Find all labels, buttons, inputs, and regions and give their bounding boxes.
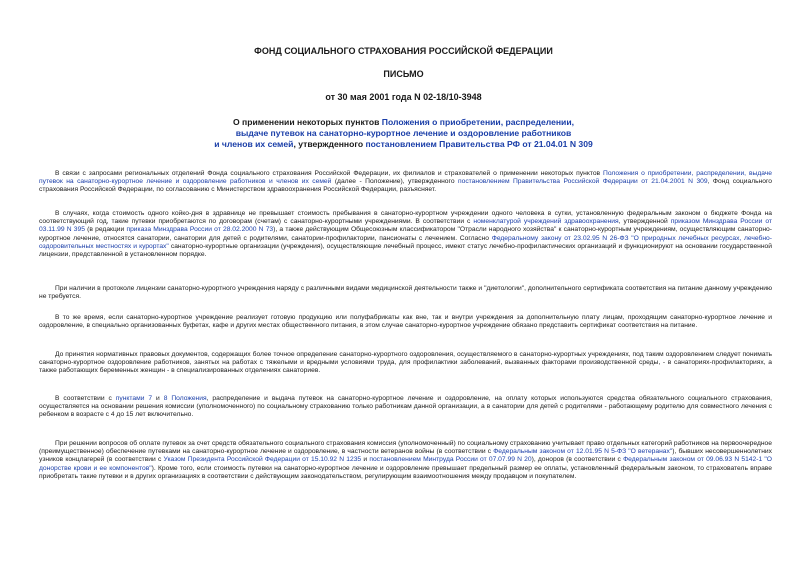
paragraph-3: При наличии в протоколе лицензии санаторно-курортного учреждения наряду с различными видами медицинской деятельности также и "диетологии", дополнительного сертификата соответствия на питание данному учреждению не требуется.: [39, 285, 772, 301]
document-title: [100, 117, 707, 150]
title-text: О применении некоторых пунктов: [232, 117, 382, 127]
document-type: ПИСЬМО: [383, 69, 424, 79]
title-link-regulation-end[interactable]: и членов их семей: [214, 139, 294, 149]
p7-text-5: ). Кроме того, если стоимость путевки на санаторно-курортное лечение и оздоровление превышает предельный размер ее оплаты, установленный федеральным законом, то страхователь вправе приобретать такие путевки и в других организациях в соответствии с действующим законодательством, регулирующим взаимоотношения между продавцом и покупателем.: [39, 464, 773, 480]
p1-text: В связи с запросами региональных отделений Фонда социального страхования Российской Федерации, их филиалов и страхователей о применении некоторых пунктов: [55, 170, 604, 177]
p7-text-3: и: [361, 456, 370, 464]
p6-text: В соответствии с: [55, 395, 116, 402]
p2-text: В случаях, когда стоимость одного койко-дня в здравнице не превышает стоимость пребывания в санаторно-курортном учреждении одного человека в сутки, установленную федеральным законом о бюджете Фонда на соответствующий год, такие путевки приобретаются по договорам (счетам) с санаторно-курортными учреждениями. В соответствии с: [39, 210, 772, 226]
p2-text-2: , утвержденной: [618, 218, 671, 226]
p6-link-point-8[interactable]: 8 Положения: [163, 395, 207, 402]
title-link-regulation-cont[interactable]: выдаче путевок на санаторно-курортное лечение и оздоровление работников: [235, 128, 572, 138]
title-link-regulation[interactable]: Положения о приобретении, распределении,: [381, 117, 575, 127]
paragraph-4: В то же время, если санаторно-курортное учреждение реализует готовую продукцию или полуфабрикаты как вне, так и внутри учреждения за дополнительную плату лицам, проходящим санаторно-курортное лечение и оздоровление, в специально организованных буфетах, кафе и других местах общественного питания, в этом случае санаторно-курортное учреждение обязано представить сертификат соответствия на питание.: [39, 314, 772, 330]
p2-text-3: (в редакции: [84, 226, 127, 234]
document-date-number: от 30 мая 2001 года N 02-18/10-3948: [325, 92, 482, 102]
p2-link-nomenclature[interactable]: номенклатурой учреждений здравоохранения: [473, 218, 619, 226]
p7-text-2: ), бывших несовершеннолетних узников концлагерей (в соответствии с: [39, 448, 772, 464]
p2-link-order-395[interactable]: приказом Минздрава России от 03.11.99 N 395: [39, 218, 772, 234]
p1-text-3: , Фонд социального страхования Российской Федерации, по согласованию с Министерством здравоохранения Российской Федерации, разъясняет.: [39, 178, 772, 194]
paragraph-1: [39, 170, 772, 195]
p2-text-4: ), а также действующим Общесоюзным классификатором "Отрасли народного хозяйства" к санаторно-курортным учреждениям, осуществляющим санаторно-курортное лечение, относятся санатории, санатории для детей с родителями, санатории-профилактории, пансионаты с лечением. Согласно: [39, 226, 772, 242]
p1-text-2: (далее - Положение), утвержденного: [331, 178, 458, 186]
p6-text-2: и: [152, 395, 164, 402]
p7-text: При решении вопросов об оплате путевок за счет средств обязательного социального страхования комиссия (уполномоченный) по социальному страхованию учитывает право отдельных категорий работников на первоочередное (преимущественное) обеспечение путевками на санаторно-курортное лечение и оздоровление, в частности ветеранов войны (в соответствии с: [39, 440, 772, 456]
title-link-decree[interactable]: постановлением Правительства РФ от 21.04.01 N 309: [365, 139, 593, 149]
paragraph-5: До принятия нормативных правовых документов, содержащих более точное определение санаторно-курортного оздоровления, осуществляемого в санаторно-курортных учреждениях, под таким оздоровлением следует понимать санаторно-курортное оздоровление работников, занятых на работах с тяжелыми и вредными условиями труда, для профилактики заболеваний, вызванных факторами производственной среды, - в санаториях-профилакториях, а также работающих беременных женщин - в специализированных отделениях санаториев.: [39, 351, 772, 375]
p2-link-law-26fz[interactable]: Федеральному закону от 23.02.95 N 26-ФЗ "О природных лечебных ресурсах, лечебно-оздоровительных местностях и курортах": [39, 234, 772, 250]
title-text-2: , утвержденного: [293, 139, 366, 149]
p1-link-decree[interactable]: постановлением Правительства Российской Федерации от 21.04.2001 N 309: [457, 178, 708, 186]
paragraph-6: [39, 395, 772, 420]
org-name: ФОНД СОЦИАЛЬНОГО СТРАХОВАНИЯ РОССИЙСКОЙ ФЕДЕРАЦИИ: [254, 46, 553, 56]
p1-link-regulation[interactable]: Положения о приобретении, распределении, выдаче путевок на санаторно-курортное лечение и оздоровление работников и членов их семей: [39, 170, 772, 186]
p7-text-4: ), доноров (в соответствии с: [531, 456, 624, 464]
p6-link-point-7[interactable]: пунктами 7: [115, 395, 153, 402]
p7-link-law-5fz[interactable]: Федеральным законом от 12.01.95 N 5-ФЗ "О ветеранах": [493, 448, 673, 456]
paragraph-7: [39, 440, 772, 481]
p7-link-decree-1235[interactable]: Указом Президента Российской Федерации от 15.10.92 N 1235: [163, 456, 362, 464]
p2-text-5: санаторно-курортные организации (учреждения), осуществляющие лечебный процесс, имеют статус лечебно-профилактических организаций и функционируют на основании государственной лицензии, представленной в установленном порядке.: [39, 242, 772, 259]
p6-text-3: , распределение и выдача путевок на санаторно-курортное лечение и оздоровление, на оплату которых используются средства обязательного социального страхования, осуществляется на основании решения комиссии (уполномоченного) по социальному страхованию только работникам данной организации, а в санатории для детей с родителями - работающему родителю для совместного лечения с ребенком в возрасте с 4 до 15 лет включительно.: [39, 395, 773, 419]
p7-link-resolution-20[interactable]: постановлением Минтруда России от 07.07.99 N 20: [369, 456, 532, 464]
p2-link-order-73[interactable]: приказа Минздрава России от 28.02.2000 N 73: [126, 226, 274, 234]
p7-link-law-5142[interactable]: Федеральным законом от 09.06.93 N 5142-1 "О донорстве крови и ее компонентов": [39, 456, 772, 472]
paragraph-2: [39, 210, 772, 259]
